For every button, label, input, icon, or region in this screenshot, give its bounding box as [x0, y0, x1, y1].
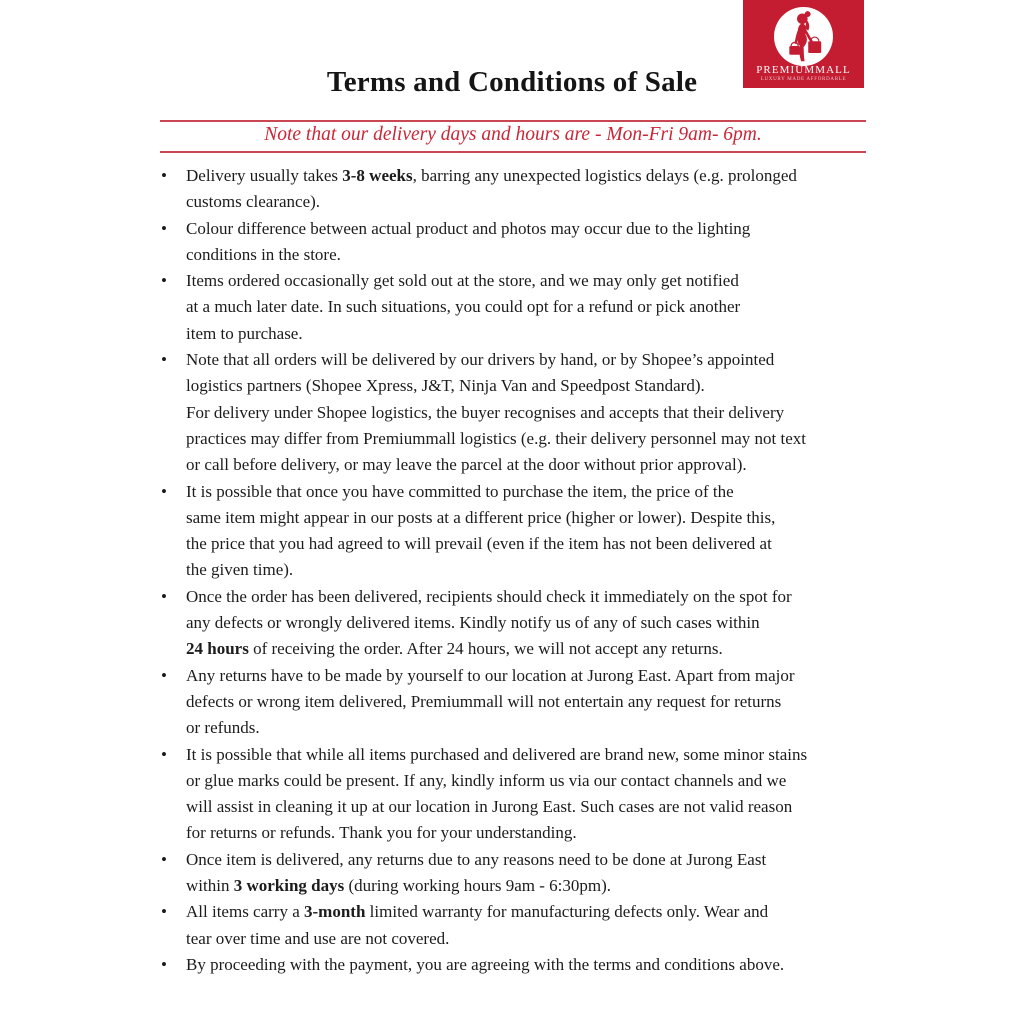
- term-item: • It is possible that while all items purchased and delivered are brand new, some minor stains or glue marks could be present. If any, kindly inform us via our contact channels and we will assist in cleaning it up at our location in Jurong East. Such cases are not valid reason for returns or refunds. Thank you for your understanding.: [158, 742, 888, 847]
- term-item: • Any returns have to be made by yourself to our location at Jurong East. Apart from major defects or wrong item delivered, Premiummall will not entertain any request for returns or refunds.: [158, 663, 888, 742]
- premiummall-logo: [743, 0, 864, 88]
- woman-with-shopping-bags-icon: [774, 7, 833, 66]
- term-item: • All items carry a 3-month limited warranty for manufacturing defects only. Wear and tear over time and use are not covered.: [158, 899, 888, 952]
- term-item: • Colour difference between actual product and photos may occur due to the lighting conditions in the store.: [158, 216, 888, 269]
- top-divider: [160, 120, 866, 122]
- term-item: • By proceeding with the payment, you are agreeing with the terms and conditions above.: [158, 952, 888, 978]
- terms-list: [158, 163, 888, 978]
- delivery-note: Note that our delivery days and hours are - Mon-Fri 9am- 6pm.: [264, 124, 762, 145]
- page-title: Terms and Conditions of Sale: [326, 66, 698, 98]
- bottom-divider: [160, 151, 866, 153]
- term-item: • It is possible that once you have committed to purchase the item, the price of the same item might appear in our posts at a different price (higher or lower). Despite this, the price that you had agreed to will prevail (even if the item has not been delivered at the given time).: [158, 479, 888, 584]
- logo-tagline: LUXURY MADE AFFORDABLE: [760, 77, 847, 82]
- term-item: • Note that all orders will be delivered by our drivers by hand, or by Shopee’s appointed logistics partners (Shopee Xpress, J&T, Ninja Van and Speedpost Standard). For delivery under Shopee logistics, the buyer recognises and accepts that their delivery practices may differ from Premiummall logistics (e.g. their delivery personnel may not text or call before delivery, or may leave the parcel at the door without prior approval).: [158, 347, 888, 478]
- term-item: • Once the order has been delivered, recipients should check it immediately on the spot for any defects or wrongly delivered items. Kindly notify us of any of such cases within 24 hours of receiving the order. After 24 hours, we will not accept any returns.: [158, 584, 888, 663]
- term-item: • Items ordered occasionally get sold out at the store, and we may only get notified at a much later date. In such situations, you could opt for a refund or pick another item to purchase.: [158, 268, 888, 347]
- logo-name: PREMIUMMALL: [756, 64, 851, 76]
- term-item: • Once item is delivered, any returns due to any reasons need to be done at Jurong East within 3 working days (during working hours 9am - 6:30pm).: [158, 847, 888, 900]
- term-item: • Delivery usually takes 3-8 weeks, barring any unexpected logistics delays (e.g. prolonged customs clearance).: [158, 163, 888, 216]
